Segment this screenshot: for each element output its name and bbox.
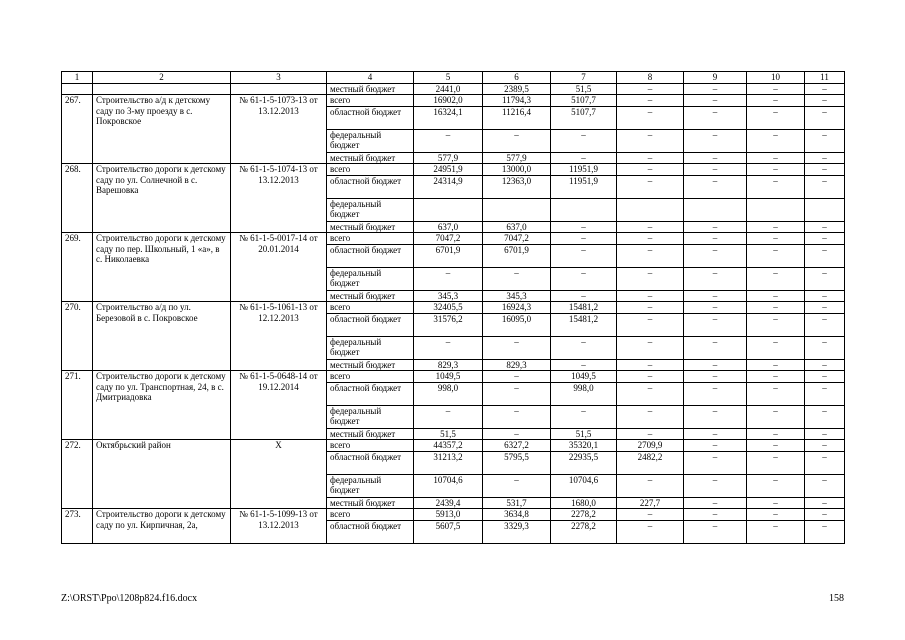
value-cell: – [684,83,747,95]
value-cell: – [747,95,805,107]
value-cell: – [805,106,845,129]
value-cell: – [747,371,805,383]
funding-type: областной бюджет [327,244,414,267]
value-cell: – [684,244,747,267]
object-description: Строительство а/д по ул. Березовой в с. Покровское [93,302,231,371]
value-cell: – [684,497,747,509]
value-cell: – [805,83,845,95]
value-cell: – [805,371,845,383]
value-cell: – [805,129,845,152]
value-cell: – [684,428,747,440]
value-cell: – [617,175,684,198]
value-cell: – [617,221,684,233]
value-cell: 16902,0 [414,95,483,107]
value-cell: – [805,336,845,359]
value-cell: 345,3 [483,290,551,302]
value-cell: – [805,497,845,509]
value-cell: – [805,313,845,336]
column-header: 6 [483,72,551,84]
value-cell: – [747,244,805,267]
value-cell: 2278,2 [551,509,617,521]
value-cell: 44357,2 [414,440,483,452]
value-cell: 829,3 [483,359,551,371]
value-cell: 1049,5 [414,371,483,383]
value-cell: 998,0 [551,382,617,405]
value-cell: – [617,164,684,176]
column-header: 1 [62,72,93,84]
funding-type: областной бюджет [327,520,414,543]
value-cell: – [551,290,617,302]
value-cell: – [805,244,845,267]
funding-type: областной бюджет [327,382,414,405]
value-cell: – [747,336,805,359]
value-cell: – [805,509,845,521]
value-cell: – [805,164,845,176]
value-cell: – [617,129,684,152]
document-reference: № 61-1-5-1073-13 от 13.12.2013 [231,95,327,164]
empty-cell [62,83,93,95]
value-cell: – [617,336,684,359]
value-cell: – [747,451,805,474]
value-cell: 345,3 [414,290,483,302]
column-header: 10 [747,72,805,84]
value-cell: – [684,509,747,521]
value-cell: 10704,6 [414,474,483,497]
value-cell: – [684,129,747,152]
header-row [62,72,845,84]
funding-type: областной бюджет [327,313,414,336]
funding-type: местный бюджет [327,152,414,164]
value-cell: – [684,382,747,405]
page-number: 158 [829,593,844,604]
table-row [62,371,845,383]
value-cell: – [551,152,617,164]
funding-type: местный бюджет [327,359,414,371]
value-cell: – [747,359,805,371]
value-cell: – [684,152,747,164]
value-cell [684,198,747,221]
value-cell: – [805,290,845,302]
value-cell: – [805,302,845,314]
value-cell: 35320,1 [551,440,617,452]
funding-type: федеральный бюджет [327,474,414,497]
value-cell: – [551,233,617,245]
value-cell: 32405,5 [414,302,483,314]
funding-type: областной бюджет [327,451,414,474]
value-cell: – [747,382,805,405]
value-cell: 10704,6 [551,474,617,497]
object-description: Строительство дороги к детскому саду по ул. Кирпичная, 2а, [93,509,231,544]
funding-type: местный бюджет [327,221,414,233]
document-reference: № 61-1-5-1061-13 от 12.12.2013 [231,302,327,371]
value-cell: – [747,106,805,129]
funding-type: всего [327,164,414,176]
value-cell: – [617,83,684,95]
value-cell: – [551,244,617,267]
table-row [62,509,845,521]
value-cell: – [483,474,551,497]
value-cell: – [747,267,805,290]
value-cell: – [747,175,805,198]
funding-type: федеральный бюджет [327,198,414,221]
value-cell: – [617,244,684,267]
value-cell: 531,7 [483,497,551,509]
value-cell: – [414,336,483,359]
value-cell: – [551,129,617,152]
value-cell: – [617,95,684,107]
value-cell: – [684,451,747,474]
value-cell: 13000,0 [483,164,551,176]
column-header: 3 [231,72,327,84]
value-cell: – [483,267,551,290]
row-number: 269. [62,233,93,302]
value-cell: 3329,3 [483,520,551,543]
value-cell: 1049,5 [551,371,617,383]
value-cell: – [684,233,747,245]
value-cell: 6701,9 [483,244,551,267]
object-description: Строительство дороги к детскому саду по ул. Транспортная, 24, в с. Дмитриадовка [93,371,231,440]
value-cell: – [684,313,747,336]
value-cell: – [414,405,483,428]
value-cell: – [805,359,845,371]
document-reference: № 61-1-5-0648-14 от 19.12.2014 [231,371,327,440]
value-cell: – [747,83,805,95]
value-cell: – [483,336,551,359]
value-cell: – [805,428,845,440]
value-cell [483,198,551,221]
value-cell: – [617,106,684,129]
value-cell: – [684,175,747,198]
table-row [62,83,845,95]
value-cell: – [617,152,684,164]
value-cell: – [617,313,684,336]
value-cell: – [805,382,845,405]
value-cell: 12363,0 [483,175,551,198]
value-cell: – [617,267,684,290]
value-cell [551,198,617,221]
value-cell: 637,0 [414,221,483,233]
object-description: Строительство дороги к детскому саду по пер. Школьный, 1 «а», в с. Николаевка [93,233,231,302]
funding-type: федеральный бюджет [327,405,414,428]
value-cell: – [747,313,805,336]
value-cell: 51,5 [414,428,483,440]
funding-type: всего [327,302,414,314]
value-cell: 3634,8 [483,509,551,521]
funding-type: местный бюджет [327,290,414,302]
document-reference: Х [231,440,327,509]
value-cell: 7047,2 [483,233,551,245]
value-cell: – [617,474,684,497]
value-cell: 2709,9 [617,440,684,452]
value-cell: – [805,175,845,198]
row-number: 271. [62,371,93,440]
value-cell: – [805,152,845,164]
value-cell: – [805,405,845,428]
value-cell: – [414,267,483,290]
value-cell: – [483,129,551,152]
funding-type: всего [327,509,414,521]
value-cell: – [684,221,747,233]
value-cell [414,198,483,221]
value-cell: 5913,0 [414,509,483,521]
value-cell: – [747,440,805,452]
value-cell: – [684,164,747,176]
value-cell: 5795,5 [483,451,551,474]
value-cell: – [684,520,747,543]
value-cell: 15481,2 [551,313,617,336]
value-cell: 6701,9 [414,244,483,267]
value-cell: 6327,2 [483,440,551,452]
value-cell: – [483,405,551,428]
value-cell: – [747,474,805,497]
table-body [62,72,845,544]
funding-type: местный бюджет [327,428,414,440]
funding-type: областной бюджет [327,175,414,198]
value-cell: – [747,129,805,152]
value-cell: 577,9 [483,152,551,164]
value-cell: – [551,267,617,290]
value-cell: – [747,152,805,164]
column-header: 4 [327,72,414,84]
value-cell: – [747,405,805,428]
value-cell: 829,3 [414,359,483,371]
value-cell [805,198,845,221]
value-cell: – [684,336,747,359]
value-cell: 5107,7 [551,95,617,107]
value-cell: – [805,474,845,497]
budget-table [61,71,844,544]
value-cell: – [684,474,747,497]
value-cell: – [684,267,747,290]
value-cell: – [617,509,684,521]
value-cell: – [805,520,845,543]
funding-type: всего [327,233,414,245]
document-reference: № 61-1-5-1074-13 от 13.12.2013 [231,164,327,233]
funding-type: местный бюджет [327,83,414,95]
value-cell: 15481,2 [551,302,617,314]
value-cell: 31576,2 [414,313,483,336]
funding-type: местный бюджет [327,497,414,509]
value-cell: – [684,106,747,129]
value-cell: 51,5 [551,83,617,95]
value-cell: 1680,0 [551,497,617,509]
value-cell: 2482,2 [617,451,684,474]
funding-type: всего [327,371,414,383]
value-cell: 16324,1 [414,106,483,129]
funding-type: федеральный бюджет [327,267,414,290]
value-cell: – [551,359,617,371]
value-cell: – [617,290,684,302]
value-cell: 24314,9 [414,175,483,198]
value-cell: 998,0 [414,382,483,405]
column-header: 8 [617,72,684,84]
value-cell [617,198,684,221]
table-row [62,95,845,107]
funding-type: всего [327,95,414,107]
value-cell: 22935,5 [551,451,617,474]
table-row [62,164,845,176]
value-cell: 2439,4 [414,497,483,509]
row-number: 273. [62,509,93,544]
value-cell: 5607,5 [414,520,483,543]
value-cell: – [747,509,805,521]
value-cell: – [551,336,617,359]
value-cell: – [684,359,747,371]
funding-type: всего [327,440,414,452]
value-cell: – [551,405,617,428]
value-cell: 31213,2 [414,451,483,474]
empty-cell [93,83,231,95]
value-cell: – [617,428,684,440]
funding-type: областной бюджет [327,106,414,129]
row-number: 268. [62,164,93,233]
value-cell: – [617,382,684,405]
empty-cell [231,83,327,95]
value-cell: – [805,95,845,107]
value-cell: – [483,382,551,405]
value-cell: – [747,290,805,302]
value-cell: 7047,2 [414,233,483,245]
column-header: 9 [684,72,747,84]
value-cell: 11794,3 [483,95,551,107]
value-cell: – [747,233,805,245]
value-cell [747,198,805,221]
value-cell: 2441,0 [414,83,483,95]
value-cell: – [684,302,747,314]
row-number: 267. [62,95,93,164]
value-cell: – [684,371,747,383]
column-header: 2 [93,72,231,84]
footer-file-path: Z:\ORST\Ppo\1208p824.f16.docx [61,593,198,604]
object-description: Строительство дороги к детскому саду по ул. Солнечной в с. Варешовка [93,164,231,233]
funding-type: федеральный бюджет [327,129,414,152]
value-cell: 2278,2 [551,520,617,543]
value-cell: – [617,371,684,383]
value-cell: 577,9 [414,152,483,164]
value-cell: – [805,233,845,245]
row-number: 270. [62,302,93,371]
value-cell: – [747,428,805,440]
value-cell: 11951,9 [551,175,617,198]
object-description: Октябрьский район [93,440,231,509]
document-reference: № 61-1-5-0017-14 от 20.01.2014 [231,233,327,302]
column-header: 5 [414,72,483,84]
funding-type: федеральный бюджет [327,336,414,359]
value-cell: – [805,451,845,474]
value-cell: 637,0 [483,221,551,233]
value-cell: – [684,95,747,107]
table-row [62,440,845,452]
document-reference: № 61-1-5-1099-13 от 13.12.2013 [231,509,327,544]
value-cell: – [805,221,845,233]
value-cell: – [617,520,684,543]
value-cell: – [747,221,805,233]
value-cell: 16095,0 [483,313,551,336]
value-cell: 5107,7 [551,106,617,129]
value-cell: – [684,290,747,302]
column-header: 7 [551,72,617,84]
value-cell: 2389,5 [483,83,551,95]
value-cell: – [747,164,805,176]
value-cell: 11951,9 [551,164,617,176]
value-cell: 16924,3 [483,302,551,314]
value-cell: – [747,302,805,314]
value-cell: – [805,440,845,452]
value-cell: – [684,440,747,452]
value-cell: – [617,302,684,314]
value-cell: – [551,221,617,233]
row-number: 272. [62,440,93,509]
value-cell: 51,5 [551,428,617,440]
value-cell: 24951,9 [414,164,483,176]
value-cell: – [747,520,805,543]
object-description: Строительство а/д к детскому саду по 3-му проезду в с. Покровское [93,95,231,164]
value-cell: 11216,4 [483,106,551,129]
value-cell: – [414,129,483,152]
table-row [62,233,845,245]
table-row [62,302,845,314]
value-cell: – [483,371,551,383]
value-cell: – [617,359,684,371]
value-cell: – [684,405,747,428]
value-cell: 227,7 [617,497,684,509]
value-cell: – [617,405,684,428]
value-cell: – [747,497,805,509]
value-cell: – [617,233,684,245]
value-cell: – [483,428,551,440]
value-cell: – [805,267,845,290]
column-header: 11 [805,72,845,84]
